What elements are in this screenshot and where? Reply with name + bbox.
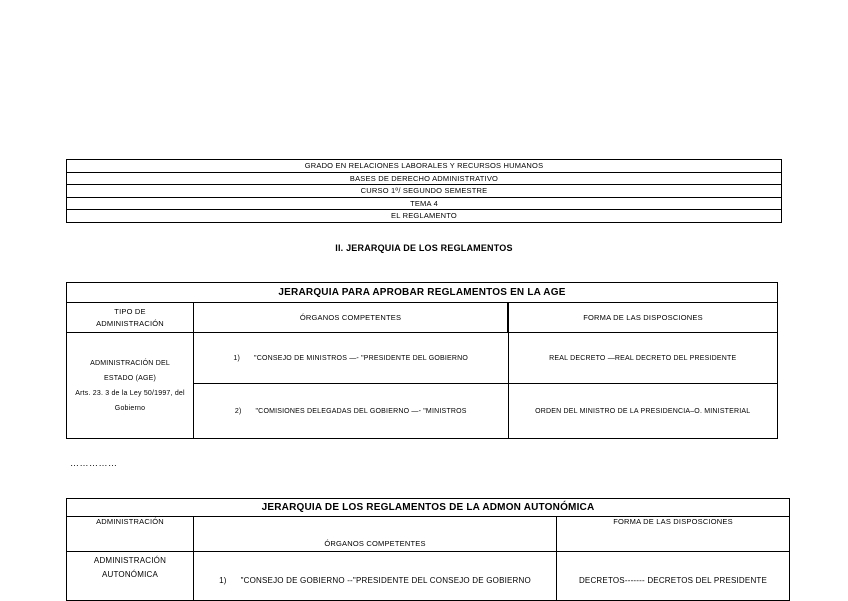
auto-col-admin: ADMINISTRACIÓN [67, 517, 194, 552]
separator-dots: …………… [70, 458, 118, 468]
auto-col-form: FORMA DE LAS DISPOSCIONES [557, 517, 790, 552]
auto-table-title: JERARQUIA DE LOS REGLAMENTOS DE LA ADMON AUTONÓMICA [67, 499, 790, 517]
age-row-2-number: 2) [234, 407, 242, 415]
age-form-row-1: REAL DECRETO —REAL DECRETO DEL PRESIDENTE [508, 333, 778, 384]
header-degree: GRADO EN RELACIONES LABORALES Y RECURSOS HUMANOS [67, 160, 782, 173]
header-title: EL REGLAMENTO [67, 210, 782, 223]
age-row-2-organ: "COMISIONES DELEGADAS DEL GOBIERNO —- "MINISTROS [255, 407, 467, 415]
auto-form-row-1: DECRETOS------- DECRETOS DEL PRESIDENTE [557, 552, 790, 601]
age-admin-cell [67, 333, 194, 439]
age-row-1-number: 1) [233, 354, 241, 362]
age-col-organs: ÓRGANOS COMPETENTES [194, 303, 509, 333]
auto-row-1-organ: "CONSEJO DE GOBIERNO --"PRESIDENTE DEL CONSEJO DE GOBIERNO [240, 575, 531, 585]
auto-row-1-number: 1) [219, 575, 227, 585]
auto-admin-name: ADMINISTRACIÓN AUTONÓMICA [93, 556, 167, 579]
age-organ-row-1 [194, 333, 509, 384]
autonomous-hierarchy-table [66, 498, 790, 601]
auto-organ-row-1 [194, 552, 557, 601]
auto-col-organs: ÓRGANOS COMPETENTES [194, 517, 557, 552]
age-col-admin-type: TIPO DE ADMINISTRACIÓN [67, 303, 194, 333]
header-course: CURSO 1º/ SEGUNDO SEMESTRE [67, 185, 782, 198]
age-organ-row-2 [194, 384, 509, 439]
auto-admin-cell [67, 552, 194, 601]
age-hierarchy-table [66, 282, 778, 439]
age-row-1-organ: "CONSEJO DE MINISTROS —- "PRESIDENTE DEL GOBIERNO [254, 354, 469, 362]
age-admin-name: ADMINISTRACIÓN DEL ESTADO (AGE) [90, 359, 170, 382]
age-form-row-2: ORDEN DEL MINISTRO DE LA PRESIDENCIA–O. MINISTERIAL [508, 384, 778, 439]
course-header [66, 159, 782, 223]
section-title: II. JERARQUIA DE LOS REGLAMENTOS [335, 243, 513, 253]
header-subject: BASES DE DERECHO ADMINISTRATIVO [67, 172, 782, 185]
age-admin-law: Arts. 23. 3 de la Ley 50/1997, del Gobierno [75, 389, 185, 412]
age-table-title: JERARQUIA PARA APROBAR REGLAMENTOS EN LA AGE [67, 283, 778, 303]
age-col-form: FORMA DE LAS DISPOSCIONES [508, 303, 778, 333]
header-topic: TEMA 4 [67, 197, 782, 210]
